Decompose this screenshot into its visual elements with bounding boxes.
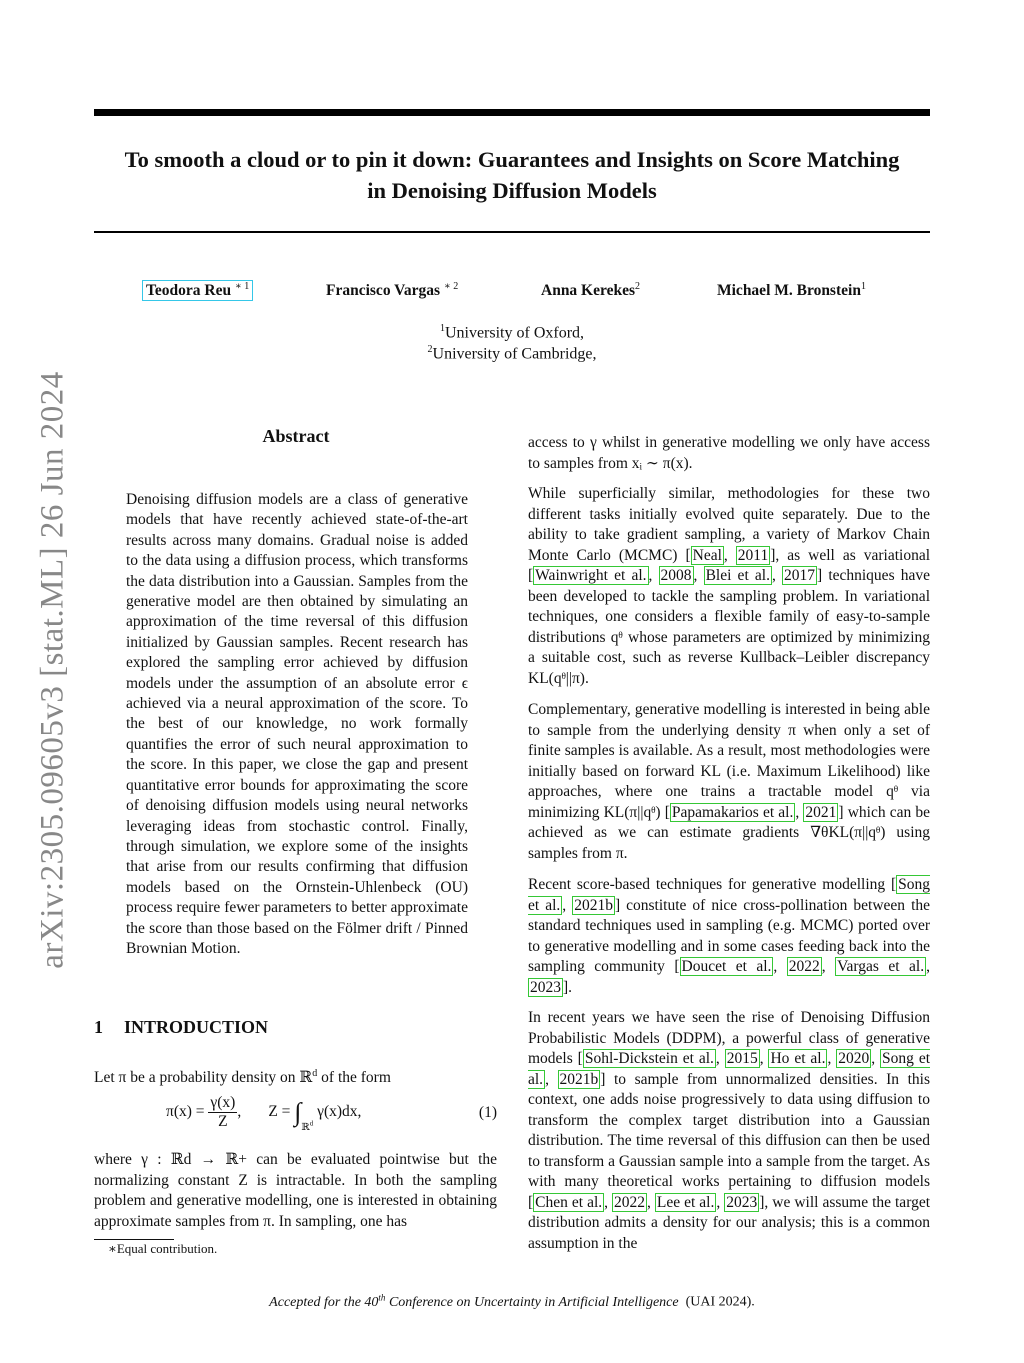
author-name: Francisco Vargas	[326, 282, 441, 300]
author-sup: ∗ 1	[235, 281, 250, 292]
author-1-link[interactable]	[142, 280, 253, 301]
right-paragraph-0: access to γ whilst in generative modelling we only have access to samples from xᵢ ∼ π(x).	[528, 434, 930, 472]
eq-rhs: γ(x)dx,	[317, 1103, 362, 1121]
abstract-body: Denoising diffusion models are a class of generative models that have recently achieved state-of-the-art results across many domains. Gradual noise is added to the data using a diffusion process, which transforms the data distribution into a Gaussian. Samples from the generative model are then obtained by simulating an approximation of the time reversal of this diffusion initialized by Gaussian samples. Recent research has explored the sampling error achieved by diffusion models under the assumption of an absolute error ϵ achieved via a neural approximation of the score. To the best of our knowledge, no work formally quantifies the error of such neural approximation to the score. In this paper, we close the gap and present quantitative error bounds for approximating the score of denoising diffusion models using neural networks leveraging ideas from stochastic control. Finally, through simulation, we explore some of the insights that arise from our results confirming that diffusion models based on the Ornstein-Uhlenbeck (OU) process require fewer parameters to better approximate the score than those based on the Fölmer drift / Pinned Brownian Motion.	[126, 491, 468, 957]
citation-link[interactable]: 2023	[726, 1193, 758, 1211]
right-paragraph-2: Complementary, generative modelling is interested in being able to sample from the underlying density π when only a set of finite samples is available. As a result, most methodologies were initially based on forward KL (i.e. Maximum Likelihood) like approaches, where one trains a tractable model qᶿ via minimizing KL(π||qᶿ) [ Papamakarios et al. , 2021 ] which can be achieved as we can estimate gradients ∇θKL(π||qᶿ) using samples from π.	[528, 701, 931, 862]
citation-link[interactable]: Vargas et al.	[837, 958, 925, 975]
eq-domain: ℝd	[301, 1119, 314, 1134]
citation-link[interactable]: Wainwright et al.	[535, 567, 647, 584]
citation-link[interactable]: Song et al.	[528, 1050, 931, 1088]
citation-link[interactable]: 2022	[614, 1193, 646, 1211]
citation-link[interactable]: 2021b	[574, 896, 613, 914]
author-sup: 2	[635, 281, 641, 292]
citation-link[interactable]: Blei et al.	[705, 567, 770, 584]
citation-link[interactable]: 2021b	[559, 1070, 599, 1088]
title-top-rule	[94, 109, 930, 116]
author-sup: 1	[860, 281, 866, 292]
footnote-rule	[94, 1239, 174, 1240]
citation-link[interactable]: Chen et al.	[535, 1193, 603, 1211]
citation-link[interactable]: Lee et al.	[656, 1193, 715, 1211]
author-2	[326, 281, 458, 300]
eq-fraction: $\frac{\gamma(x)}{Z}$	[210, 1094, 236, 1130]
conference-footer: Accepted for the 40th Conference on Uncertainty in Artificial Intelligence (UAI 2024).	[269, 1292, 755, 1310]
author-1[interactable]	[142, 281, 253, 300]
author-3	[541, 281, 640, 300]
intro-paragraph-1: Let π be a probability density on ℝ$^d$ of the form	[94, 1068, 391, 1087]
title-line-1: To smooth a cloud or to pin it down: Guarantees and Insights on Score Matching	[124, 147, 900, 172]
right-paragraph-1: While superficially similar, methodologies for these two different tasks initially evolved quite separately. Due to the ability to take gradient sampling, a variety of Markov Chain Monte Carlo (MCMC) [ Neal , 2011 ], as well as variational [ Wainwright et al. , 2008 , Blei et al. , 2017 ] techniques have been developed to tackle the sampling problem. In variational techniques, one considers a flexible family of easy-to-sample distributions qᶿ whose parameters are optimized by minimizing a suitable cost, such as reverse Kullback–Leibler discrepancy KL(qᶿ||π).	[528, 485, 931, 687]
intro-paragraph-2: where γ : ℝd → ℝ+ can be evaluated pointwise but the normalizing constant Z is intractable. In both the sampling problem and generative modelling, one is interested in obtaining approximate samples from π. In sampling, one has	[94, 1151, 497, 1230]
section-heading	[94, 1017, 268, 1038]
eq-integral: ∫	[294, 1097, 302, 1127]
author-name: Teodora Reu	[146, 282, 232, 300]
affiliation-1: $^1$University of Oxford,	[439, 323, 585, 342]
author-name: Michael M. Bronstein	[717, 282, 861, 300]
author-name: Anna Kerekes	[541, 282, 636, 300]
affiliation-2: $^2$University of Cambridge,	[427, 344, 597, 363]
title-bottom-rule	[94, 231, 930, 233]
citation-link[interactable]: 2011	[737, 546, 769, 564]
citation-link[interactable]: Ho et al.	[770, 1050, 826, 1067]
abstract-heading: Abstract	[262, 426, 330, 446]
section-number: 1	[94, 1017, 103, 1037]
author-sup: ∗ 2	[443, 281, 459, 292]
citation-link[interactable]: Doucet et al.	[681, 958, 772, 975]
citation-link[interactable]: Sohl-Dickstein et al.	[584, 1050, 714, 1067]
citation-link[interactable]: Song et al.	[528, 876, 930, 914]
eq-tag: (1)	[478, 1104, 497, 1121]
citation-link[interactable]: 2017	[784, 567, 815, 584]
eq-lhs: π(x) =	[166, 1103, 205, 1121]
right-paragraph-4: In recent years we have seen the rise of Denoising Diffusion Probabilistic Models (DDPM), a powerful class of generative models [ Sohl-Dickstein et al. , 2015 , Ho et al. , 2020 , Song et al. , 2021b ] to sample from unnormalized densities. In this context, one adds noise progressively to data using diffusion to transform the complex target distribution into a Gaussian distribution. The time reversal of this diffusion can then be used to transform a Gaussian sample into a sample from the target. As with many theoretical works pertaining to diffusion models [ Chen et al. , 2022 , Lee et al. , 2023 ], we will assume the target distribution admits a density for our analysis; this is a common assumption in the	[528, 1009, 931, 1252]
citation-link[interactable]: 2008	[660, 567, 692, 584]
right-paragraph-3: Recent score-based techniques for generative modelling [ Song et al. , 2021b ] constitute of nice cross-pollination between the standard techniques used in sampling (e.g. MCMC) ported over to generative modelling and in some cases feeding back into the sampling community [ Doucet et al. , 2022 , Vargas et al. , 2023 ].	[528, 876, 930, 996]
citation-link[interactable]: Papamakarios et al.	[671, 803, 794, 821]
citation-link[interactable]: 2022	[788, 958, 820, 975]
citation-link[interactable]: 2023	[530, 978, 561, 996]
paper-title	[94, 144, 930, 206]
title-line-2: in Denoising Diffusion Models	[367, 178, 657, 203]
citation-link[interactable]: Neal	[692, 546, 722, 564]
footnote: ∗Equal contribution.	[108, 1241, 218, 1256]
citation-link[interactable]: 2015	[726, 1050, 758, 1067]
equation-1	[94, 1094, 497, 1138]
eq-mid: , Z =	[237, 1103, 291, 1121]
section-title: INTRODUCTION	[124, 1017, 269, 1037]
author-4	[717, 281, 866, 300]
arxiv-sidebar-id: arXiv:2305.09605v3 [stat.ML] 26 Jun 2024	[34, 371, 71, 969]
citation-link[interactable]: 2020	[838, 1050, 870, 1067]
citation-link[interactable]: 2021	[805, 803, 837, 821]
